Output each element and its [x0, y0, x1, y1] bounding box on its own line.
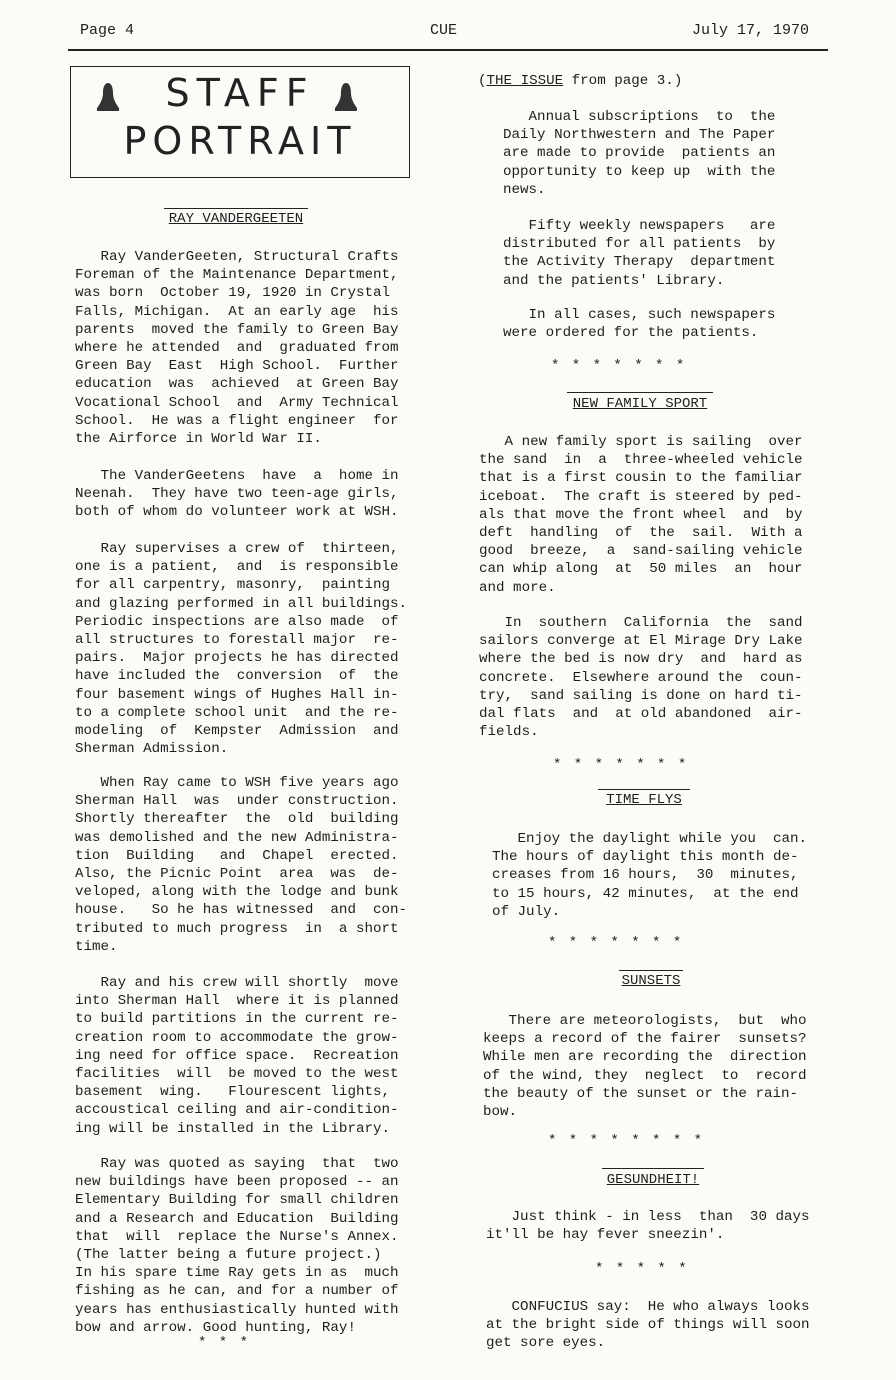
title-overline [619, 970, 683, 971]
article-paragraph-5: Ray and his crew will shortly move into Sherman Hall where it is planned to build partitions in the current re- creation room to accommodate the grow- ing need for office space. Recreation facilities will be moved to the west basement wing. Flourescent lights, accoustical ceiling and air-condition- ing will be installed in the Library. [75, 975, 399, 1137]
section-stars: * * * * * * * [553, 757, 689, 773]
page-number: Page 4 [80, 22, 135, 39]
issue-paragraph-1: Annual subscriptions to the Daily Northwestern and The Paper are made to provide patients an opportunity to keep up with the news. [503, 109, 776, 198]
masthead-line-1: STAFF [165, 71, 315, 115]
continued-rest: from page 3.) [563, 73, 683, 89]
article-paragraph-1: Ray VanderGeeten, Structural Crafts Foreman of the Maintenance Department, was born October 19, 1920 in Crystal Falls, Michigan. At an early age his parents moved the family to Green Bay where he attended and graduated from Green Bay East High School. Further education was achieved at Green Bay Vocational School and Army Technical School. He was a flight engineer for the Airforce in World War II. [75, 249, 399, 448]
section-stars: * * * * * * * [548, 935, 684, 951]
publication-name: CUE [430, 22, 458, 39]
new-family-sport-title: NEW FAMILY SPORT [572, 396, 708, 412]
time-paragraph-1: Enjoy the daylight while you can. The hours of daylight this month de- creases from 16 hours, 30 minutes, to 15 hours, 42 minutes, at the end of July. [492, 831, 808, 920]
section-stars: * * * * * * * * [548, 1133, 705, 1149]
title-overline [567, 392, 713, 393]
sport-paragraph-1: A new family sport is sailing over the sand in a three-wheeled vehicle that is a first cousin to the familiar iceboat. The craft is steered by ped- als that move the front wheel and by deft handling of the sail. With a good breeze, a sand-sailing vehicle can whip along at 50 miles an hour and more. [479, 434, 803, 596]
sport-paragraph-2: In southern California the sand sailors converge at El Mirage Dry Lake where the bed is now dry and hard as concrete. Elsewhere around the coun- try, sand sailing is done on hard ti- dal flats and at old abandoned air- fields. [479, 615, 803, 741]
sunsets-paragraph-1: There are meteorologists, but who keeps a record of the fairer sunsets? While men are recording the direction of the wind, they neglect to record the beauty of the sunset or the rain- bow. [483, 1013, 807, 1121]
issue-paragraph-3: In all cases, such newspapers were ordered for the patients. [503, 307, 776, 342]
continued-open: ( [478, 73, 487, 89]
issue-paragraph-2: Fifty weekly newspapers are distributed for all patients by the Activity Therapy department and the patients' Library. [503, 218, 776, 289]
sunsets-title: SUNSETS [621, 973, 681, 989]
title-overline [164, 208, 308, 209]
continued-ref: THE ISSUE [486, 73, 564, 89]
article-paragraph-4: When Ray came to WSH five years ago Sherman Hall was under construction. Shortly thereafter the old building was demolished and the new Administra- tion Building and Chapel erected. Also, the Picnic Point area was de- veloped, along with the lodge and bunk house. So he has witnessed and con- tributed to much progress in a short time. [75, 775, 408, 955]
article-paragraph-3: Ray supervises a crew of thirteen, one is a patient, and is responsible for all carpentry, masonry, painting and glazing performed in all buildings. Periodic inspections are also made of all structures to forestall major re- pairs. Major projects he has directed have included the conversion of the four basement wings of Hughes Hall in- to a complete school unit and the re- modeling of Kempster Admission and Sherman Admission. [75, 541, 408, 758]
gesundheit-title: GESUNDHEIT! [606, 1172, 700, 1188]
title-overline [602, 1168, 704, 1169]
issue-date: July 17, 1970 [692, 22, 810, 39]
article-paragraph-6: Ray was quoted as saying that two new buildings have been proposed -- an Elementary Building for small children and a Research and Education Building that will replace the Nurse's Annex. (The latter being a future project.) In his spare time Ray gets in as much fishing as he can, and for a number of years has enthusiastically hunted with bow and arrow. Good hunting, Ray! [75, 1156, 399, 1336]
article-paragraph-2: The VanderGeetens have a home in Neenah. They have two teen-age girls, both of whom do volunteer work at WSH. [75, 468, 399, 521]
continued-from-line [478, 72, 682, 90]
time-flys-title: TIME FLYS [606, 792, 682, 808]
title-overline [598, 789, 690, 790]
section-stars: * * * * * [595, 1261, 689, 1277]
section-stars: * * * * * * * [551, 358, 687, 374]
end-stars: * * * [198, 1335, 251, 1351]
masthead-line-2: PORTRAIT [123, 119, 357, 163]
staff-portrait-masthead [70, 66, 410, 178]
header-rule [68, 49, 828, 51]
gesundheit-paragraph-1: Just think - in less than 30 days it'll be hay fever sneezin'. [486, 1209, 810, 1244]
article-title: RAY VANDERGEETEN [168, 211, 304, 227]
confucius-paragraph: CONFUCIUS say: He who always looks at the bright side of things will soon get sore eyes. [486, 1299, 810, 1352]
